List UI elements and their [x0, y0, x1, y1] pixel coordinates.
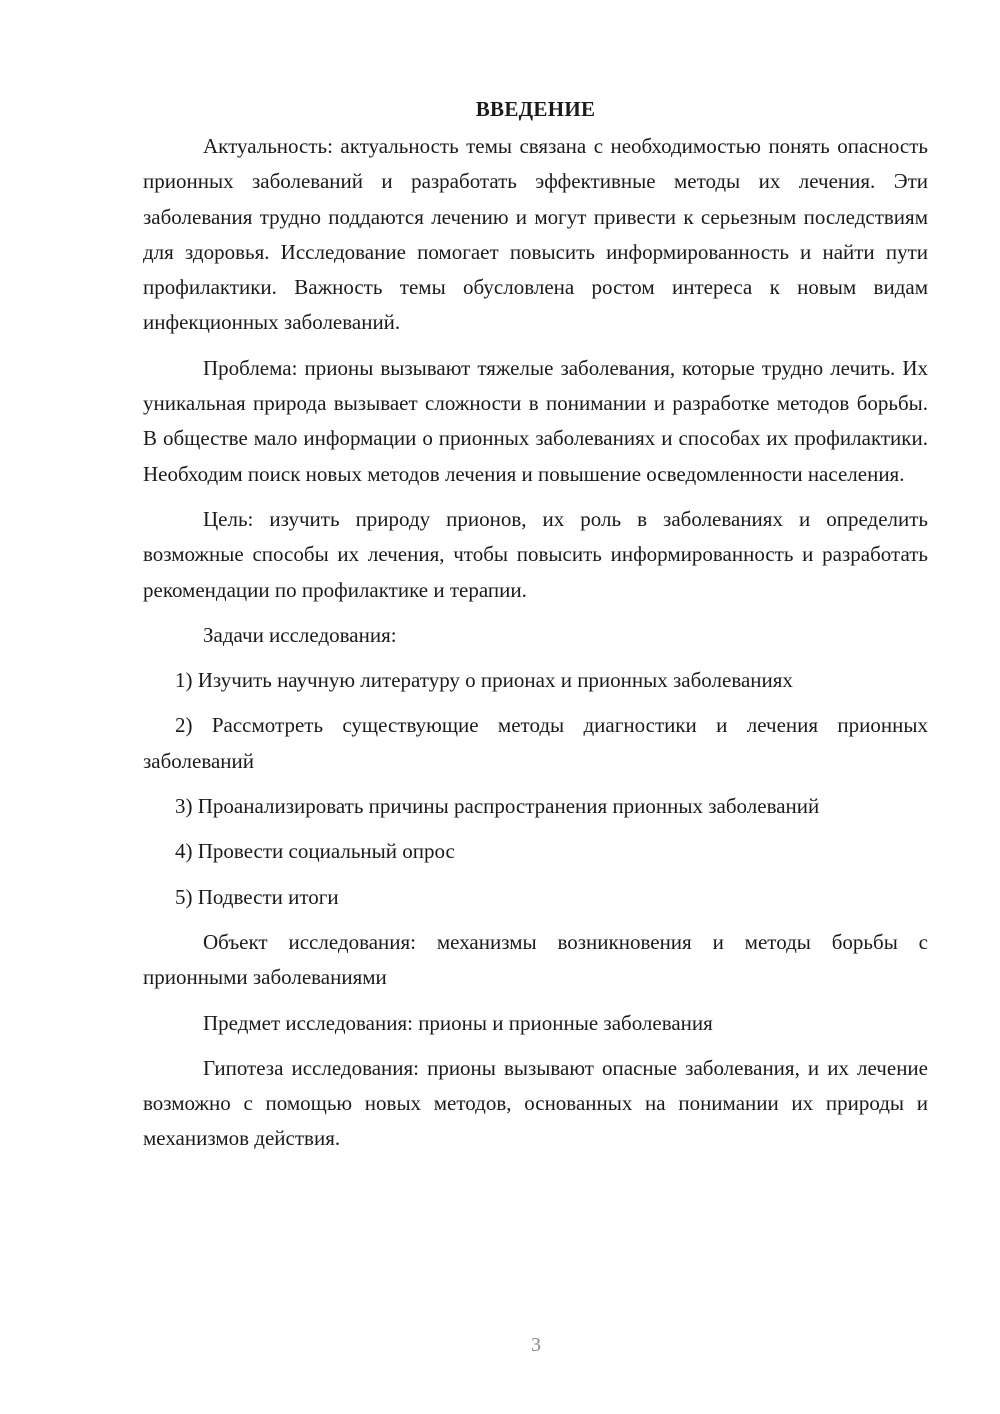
- document-page: [143, 92, 928, 1167]
- relevance-paragraph: Актуальность: актуальность темы связана с необходимостью понять опасность прионных заболеваний и разработать эффективные методы их лечения. Эти заболевания трудно поддаются лечению и могут привести к серьезным последствиям для здоровья. Исследование помогает повысить информированность и найти пути профилактики. Важность темы обусловлена ростом интереса к новым видам инфекционных заболеваний.: [143, 134, 928, 335]
- task-item-1: 1) Изучить научную литературу о прионах и прионных заболеваниях: [175, 668, 793, 693]
- task-item-4: 4) Провести социальный опрос: [175, 839, 455, 864]
- page-number: 3: [531, 1334, 541, 1356]
- problem-paragraph: Проблема: прионы вызывают тяжелые заболевания, которые трудно лечить. Их уникальная природа вызывает сложности в понимании и разработке методов борьбы. В обществе мало информации о прионных заболеваниях и способах их профилактики. Необходим поиск новых методов лечения и повышение осведомленности населения.: [143, 355, 928, 486]
- subject-paragraph: Предмет исследования: прионы и прионные заболевания: [203, 1010, 713, 1035]
- goal-paragraph: Цель: изучить природу прионов, их роль в заболеваниях и определить возможные способы их лечения, чтобы повысить информированность и разработать рекомендации по профилактике и терапии.: [143, 506, 928, 602]
- object-paragraph: Объект исследования: механизмы возникновения и методы борьбы с прионными заболеваниями: [143, 929, 928, 990]
- task-item-3: 3) Проанализировать причины распространения прионных заболеваний: [175, 794, 820, 819]
- task-item-5: 5) Подвести итоги: [175, 884, 339, 909]
- task-item-2: 2) Рассмотреть существующие методы диагностики и лечения прионных заболеваний: [143, 713, 928, 773]
- tasks-heading: Задачи исследования:: [203, 622, 397, 647]
- section-title: ВВЕДЕНИЕ: [475, 97, 596, 121]
- hypothesis-paragraph: Гипотеза исследования: прионы вызывают опасные заболевания, и их лечение возможно с помощью новых методов, основанных на понимании их природы и механизмов действия.: [143, 1055, 928, 1151]
